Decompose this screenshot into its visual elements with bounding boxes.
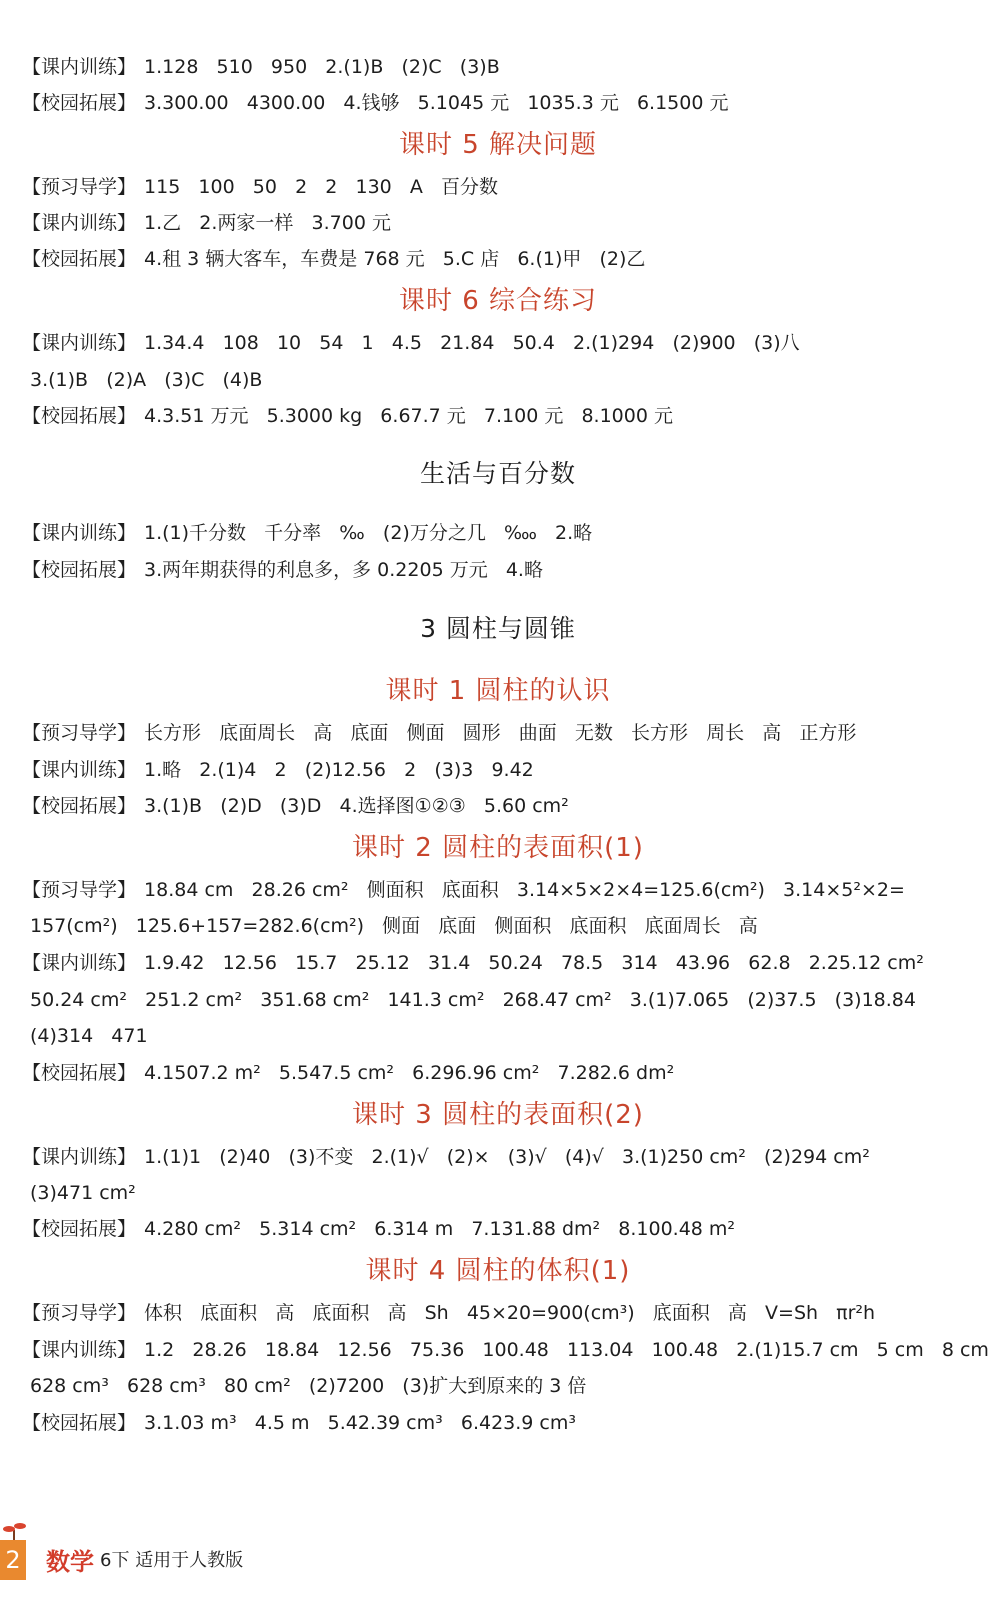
row-tag: 【预习导学】 (22, 176, 137, 198)
answer-row (22, 403, 986, 429)
answer-row (22, 1060, 986, 1086)
answer-row (22, 913, 986, 939)
row-tag: 【课内训练】 (22, 952, 137, 974)
answer-row (22, 174, 986, 200)
lesson-title: 课时 4 圆柱的体积(1) (365, 1256, 631, 1286)
row-tag: 【课内训练】 (22, 212, 137, 234)
answer-row (22, 520, 986, 546)
answer-row (22, 246, 986, 272)
row-answers: 628 cm³ 628 cm³ 80 cm² (2)7200 (3)扩大到原来的 3 倍 (30, 1375, 587, 1397)
row-answers: 长方形 底面周长 高 底面 侧面 圆形 曲面 无数 长方形 周长 高 正方形 (144, 722, 857, 744)
row-answers: 1.(1)1 (2)40 (3)不变 2.(1)√ (2)× (3)√ (4)√ 3.(1)250 cm² (2)294 cm² (144, 1146, 870, 1168)
answer-row (22, 330, 986, 356)
answer-row (22, 367, 986, 393)
row-answers: 3.(1)B (2)D (3)D 4.选择图①②③ 5.60 cm² (144, 795, 569, 817)
row-answers: 157(cm²) 125.6+157=282.6(cm²) 侧面 底面 侧面积 底面积 底面周长 高 (30, 915, 758, 937)
row-tag: 【课内训练】 (22, 759, 137, 781)
lesson-title: 课时 6 综合练习 (398, 286, 598, 316)
row-answers: 50.24 cm² 251.2 cm² 351.68 cm² 141.3 cm² 268.47 cm² 3.(1)7.065 (2)37.5 (3)18.84 (30, 989, 916, 1011)
row-answers: 1.略 2.(1)4 2 (2)12.56 2 (3)3 9.42 (144, 759, 534, 781)
answer-row (22, 987, 986, 1013)
answer-row (22, 90, 986, 116)
edition-label (100, 1546, 243, 1572)
row-answers: 1.34.4 108 10 54 1 4.5 21.84 50.4 2.(1)294 (2)900 (3)八 (144, 332, 800, 354)
edition-text: 适用于人教版 (135, 1550, 244, 1571)
answer-row (22, 1180, 986, 1206)
row-tag: 【校园拓展】 (22, 248, 137, 270)
page-number: 2 (0, 1540, 26, 1580)
answer-row (22, 757, 986, 783)
row-answers: 4.租 3 辆大客车，车费是 768 元 5.C 店 6.(1)甲 (2)乙 (144, 248, 646, 270)
row-answers: 1.(1)千分数 千分率 ‰ (2)万分之几 ‱ 2.略 (144, 522, 593, 544)
row-tag: 【预习导学】 (22, 879, 137, 901)
section-title: 3 圆柱与圆锥 (420, 614, 576, 643)
answer-row (22, 1373, 986, 1399)
row-tag: 【预习导学】 (22, 722, 137, 744)
row-answers: 3.1.03 m³ 4.5 m 5.42.39 cm³ 6.423.9 cm³ (144, 1412, 576, 1434)
row-tag: 【课内训练】 (22, 56, 137, 78)
row-answers: 4.3.51 万元 5.3000 kg 6.67.7 元 7.100 元 8.1000 元 (144, 405, 673, 427)
answer-row (22, 210, 986, 236)
row-answers: 4.1507.2 m² 5.547.5 cm² 6.296.96 cm² 7.282.6 dm² (144, 1062, 675, 1084)
answer-row (22, 877, 986, 903)
row-answers: 1.128 510 950 2.(1)B (2)C (3)B (144, 56, 500, 78)
row-tag: 【课内训练】 (22, 1146, 137, 1168)
row-tag: 【校园拓展】 (22, 1062, 137, 1084)
page-footer (0, 1520, 996, 1600)
row-tag: 【课内训练】 (22, 1339, 137, 1361)
subject-label: 数学 (46, 1548, 94, 1576)
row-tag: 【校园拓展】 (22, 1218, 137, 1240)
answer-row (22, 1023, 986, 1049)
row-tag: 【课内训练】 (22, 522, 137, 544)
answer-row (22, 1216, 986, 1242)
row-answers: 3.300.00 4300.00 4.钱够 5.1045 元 1035.3 元 6.1500 元 (144, 92, 729, 114)
answer-row (22, 950, 986, 976)
row-tag: 【校园拓展】 (22, 795, 137, 817)
row-answers: 体积 底面积 高 底面积 高 Sh 45×20=900(cm³) 底面积 高 V=Sh πr²h (144, 1302, 876, 1324)
row-answers: (3)471 cm² (30, 1182, 136, 1204)
row-answers: 115 100 50 2 2 130 A 百分数 (144, 176, 498, 198)
row-tag: 【课内训练】 (22, 332, 137, 354)
row-answers: 1.2 28.26 18.84 12.56 75.36 100.48 113.04 100.48 2.(1)15.7 cm 5 cm 8 cm (144, 1339, 989, 1361)
answer-row (22, 1300, 986, 1326)
row-tag: 【校园拓展】 (22, 559, 137, 581)
row-tag: 【校园拓展】 (22, 1412, 137, 1434)
answer-row (22, 54, 986, 80)
answer-row (22, 720, 986, 746)
row-answers: 3.(1)B (2)A (3)C (4)B (30, 369, 263, 391)
section-title: 生活与百分数 (419, 459, 576, 488)
answer-row (22, 557, 986, 583)
row-answers: 18.84 cm 28.26 cm² 侧面积 底面积 3.14×5×2×4=125.6(cm²) 3.14×5²×2= (144, 879, 905, 901)
row-tag: 【校园拓展】 (22, 92, 137, 114)
lesson-title: 课时 1 圆柱的认识 (385, 676, 611, 706)
lesson-title: 课时 3 圆柱的表面积(2) (352, 1100, 644, 1130)
lesson-title: 课时 5 解决问题 (398, 130, 598, 160)
row-answers: (4)314 471 (30, 1025, 148, 1047)
row-tag: 【校园拓展】 (22, 405, 137, 427)
row-answers: 4.280 cm² 5.314 cm² 6.314 m 7.131.88 dm² 8.100.48 m² (144, 1218, 736, 1240)
row-answers: 3.两年期获得的利息多，多 0.2205 万元 4.略 (144, 559, 543, 581)
answer-row (22, 1410, 986, 1436)
grade-label: 6下 (100, 1550, 130, 1571)
row-answers: 1.9.42 12.56 15.7 25.12 31.4 50.24 78.5 314 43.96 62.8 2.25.12 cm² (144, 952, 924, 974)
answer-row (22, 793, 986, 819)
row-tag: 【预习导学】 (22, 1302, 137, 1324)
row-answers: 1.乙 2.两家一样 3.700 元 (144, 212, 391, 234)
answer-row (22, 1337, 989, 1363)
answer-row (22, 1144, 986, 1170)
lesson-title: 课时 2 圆柱的表面积(1) (352, 833, 644, 863)
